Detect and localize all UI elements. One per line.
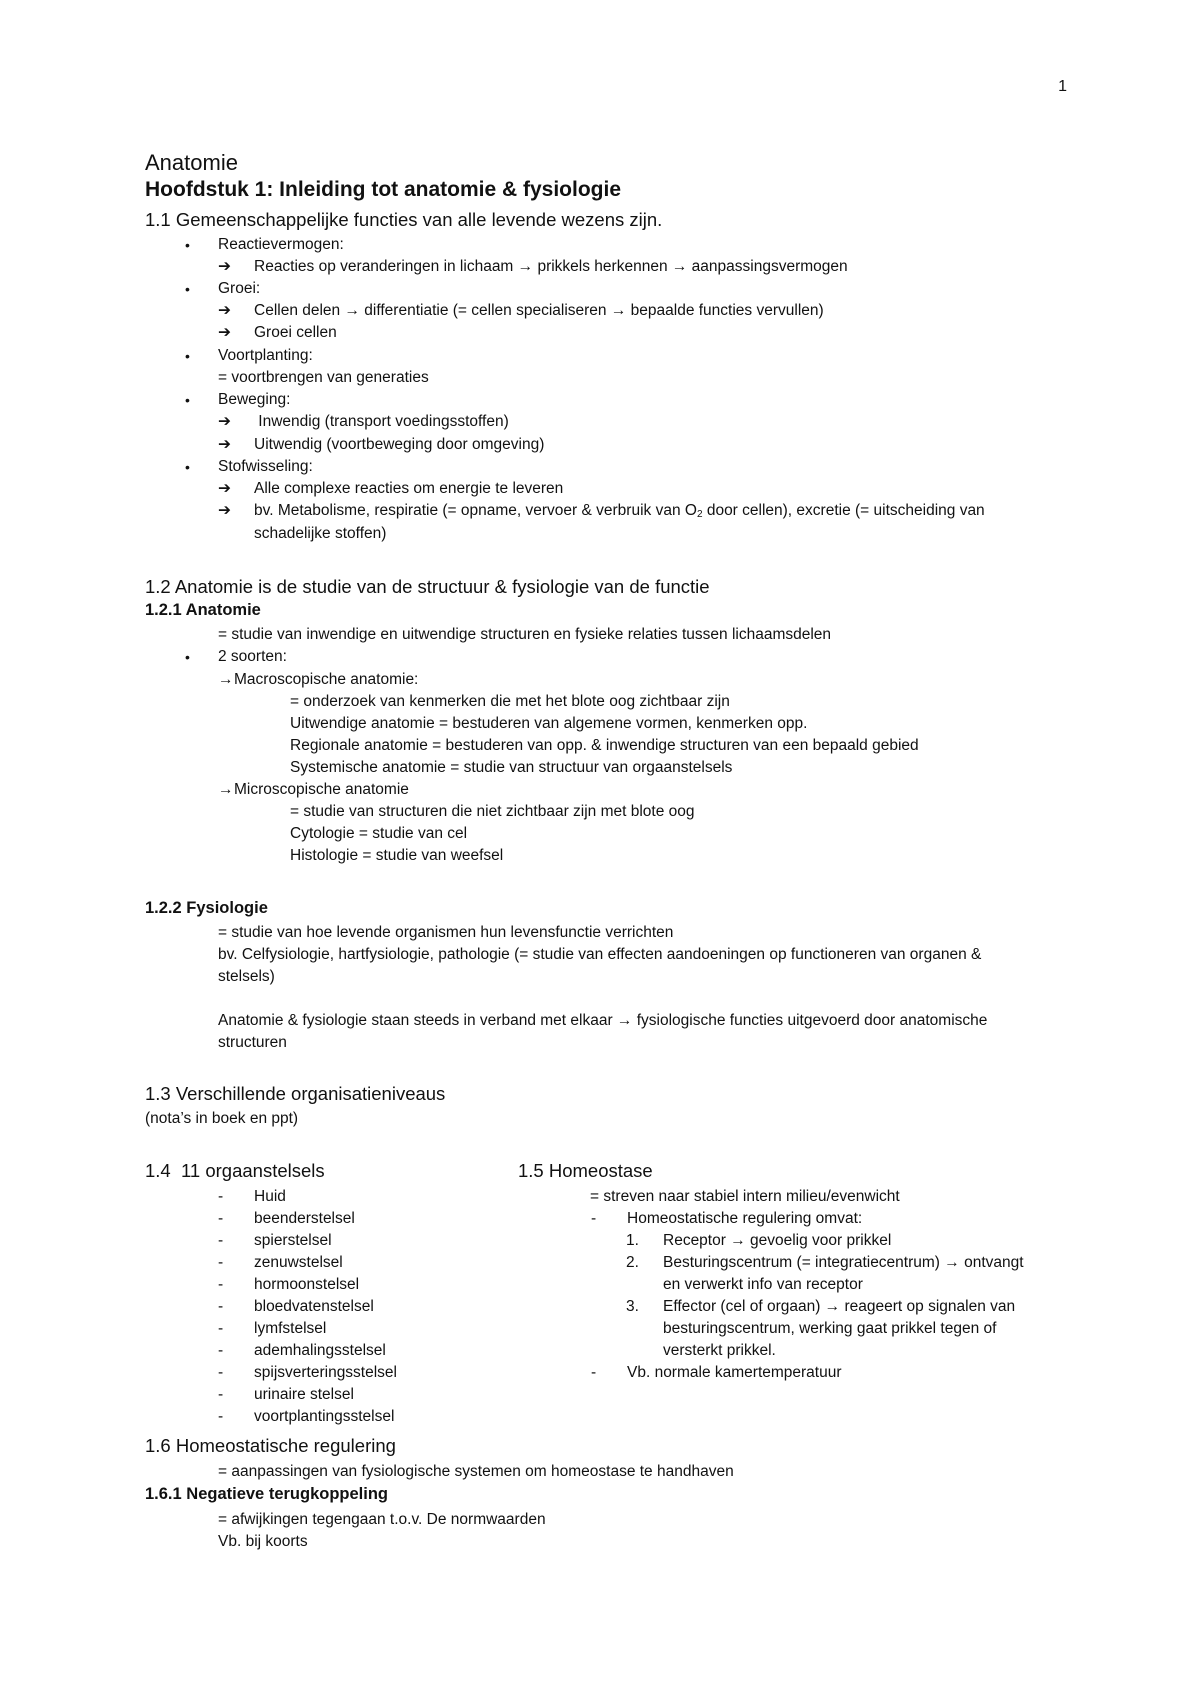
dash-icon: - xyxy=(218,1276,224,1293)
list-number: 1. xyxy=(626,1232,639,1249)
arrow-icon: ➔ xyxy=(218,258,231,275)
list-item-text: bv. Metabolisme, respiratie (= opname, vervoer & verbruik van O xyxy=(254,502,697,519)
list-item xyxy=(218,1252,397,1274)
arrow-icon: ➔ xyxy=(218,413,231,430)
paragraph-line: stelsels) xyxy=(218,968,275,985)
list-item xyxy=(626,1296,1016,1318)
arrow-icon: → xyxy=(218,671,234,688)
list-item xyxy=(218,1274,397,1296)
paragraph-line: bv. Celfysiologie, hartfysiologie, pathologie (= studie van effecten aandoeningen op functioneren van organen & xyxy=(218,946,982,963)
list-item xyxy=(591,1362,842,1384)
list-number: 2. xyxy=(626,1254,639,1271)
list-item-text: schadelijke stoffen) xyxy=(254,525,387,542)
dash-icon: - xyxy=(218,1320,224,1337)
list-item xyxy=(218,1384,397,1406)
list-item xyxy=(218,456,313,478)
list-item xyxy=(218,234,344,256)
list-item xyxy=(218,1406,397,1428)
dash-icon: - xyxy=(218,1364,224,1381)
list-item xyxy=(218,779,409,801)
section-1-6-heading: 1.6 Homeostatische regulering xyxy=(145,1435,396,1456)
list-item-text: bloedvatenstelsel xyxy=(254,1298,374,1315)
list-item xyxy=(218,1186,397,1208)
list-item-text: Homeostatische regulering omvat: xyxy=(627,1210,863,1227)
arrow-icon: ➔ xyxy=(218,302,231,319)
example-line: Vb. bij koorts xyxy=(218,1533,308,1550)
list-item-text: = voortbrengen van generaties xyxy=(218,369,429,386)
list-item-label: Beweging: xyxy=(218,391,291,408)
list-item xyxy=(218,669,418,691)
list-item xyxy=(218,256,848,278)
definition: = studie van hoe levende organismen hun levensfunctie verrichten xyxy=(218,924,674,941)
list-item-label: 2 soorten: xyxy=(218,648,287,665)
definition: = streven naar stabiel intern milieu/evenwicht xyxy=(590,1188,900,1205)
paragraph-line: structuren xyxy=(218,1034,287,1051)
dash-icon: - xyxy=(218,1342,224,1359)
list-item-text: beenderstelsel xyxy=(254,1210,355,1227)
list-item-text: besturingscentrum, werking gaat prikkel tegen of xyxy=(663,1320,997,1337)
list-item xyxy=(218,434,544,456)
section-1-2-1-heading: 1.2.1 Anatomie xyxy=(145,601,261,619)
list-item-text: urinaire stelsel xyxy=(254,1386,354,1403)
dash-icon: - xyxy=(218,1298,224,1315)
paragraph-line: Anatomie & fysiologie staan steeds in verband met elkaar → fysiologische functies uitgevoerd door anatomische xyxy=(218,1012,988,1029)
list-item-label: Reactievermogen: xyxy=(218,236,344,253)
list-item xyxy=(626,1252,1024,1274)
list-item-text: Uitwendig (voortbeweging door omgeving) xyxy=(254,436,545,453)
list-item xyxy=(218,300,824,322)
dash-icon: - xyxy=(218,1188,224,1205)
list-number: 3. xyxy=(626,1298,639,1315)
list-item-label: Stofwisseling: xyxy=(218,458,313,475)
list-item-text: Groei cellen xyxy=(254,324,337,341)
list-item xyxy=(591,1208,863,1230)
section-1-5-heading: 1.5 Homeostase xyxy=(518,1160,653,1181)
list-item-text: en verwerkt info van receptor xyxy=(663,1276,863,1293)
list-item-text: Histologie = studie van weefsel xyxy=(290,847,504,864)
section-1-4-heading: 1.4 11 orgaanstelsels xyxy=(145,1160,325,1181)
section-1-3-heading: 1.3 Verschillende organisatieniveaus xyxy=(145,1083,446,1104)
list-item xyxy=(626,1230,892,1252)
section-1-2-2-heading: 1.2.2 Fysiologie xyxy=(145,899,268,917)
list-item xyxy=(218,1362,397,1384)
subscript: 2 xyxy=(696,509,703,520)
list-item-text: Cytologie = studie van cel xyxy=(290,825,468,842)
list-item-text: Alle complexe reacties om energie te leveren xyxy=(254,480,564,497)
list-item xyxy=(218,478,563,500)
dash-icon: - xyxy=(591,1210,597,1227)
list-item-text: lymfstelsel xyxy=(254,1320,327,1337)
dash-icon: - xyxy=(218,1232,224,1249)
list-item-label: Voortplanting: xyxy=(218,347,313,364)
dash-icon: - xyxy=(218,1254,224,1271)
list-item-text: Cellen delen → differentiatie (= cellen specialiseren → bepaalde functies vervullen) xyxy=(254,302,824,319)
definition: = afwijkingen tegengaan t.o.v. De normwaarden xyxy=(218,1511,546,1528)
list-item-text: = studie van structuren die niet zichtbaar zijn met blote oog xyxy=(290,803,695,820)
list-item-text: door cellen), excretie (= uitscheiding van xyxy=(702,502,985,519)
document-title: Anatomie xyxy=(145,150,238,175)
list-item-text: spierstelsel xyxy=(254,1232,332,1249)
definition: = aanpassingen van fysiologische systemen om homeostase te handhaven xyxy=(218,1463,734,1480)
list-item xyxy=(218,1230,397,1252)
note: (nota’s in boek en ppt) xyxy=(145,1110,299,1127)
list-item-text: Vb. normale kamertemperatuur xyxy=(627,1364,842,1381)
list-item-text: = onderzoek van kenmerken die met het blote oog zichtbaar zijn xyxy=(290,693,730,710)
list-item xyxy=(218,389,290,411)
list-item-label: Groei: xyxy=(218,280,261,297)
definition: = studie van inwendige en uitwendige structuren en fysieke relaties tussen lichaamsdelen xyxy=(218,626,832,643)
list-item xyxy=(218,1340,397,1362)
page-number: 1 xyxy=(1058,78,1067,95)
dash-icon: - xyxy=(591,1364,597,1381)
dash-icon: - xyxy=(218,1386,224,1403)
list-item xyxy=(218,1296,397,1318)
arrow-icon: ➔ xyxy=(218,436,231,453)
list-item-text: zenuwstelsel xyxy=(254,1254,343,1271)
section-1-6-1-heading: 1.6.1 Negatieve terugkoppeling xyxy=(145,1485,388,1503)
list-item xyxy=(218,411,509,433)
list-item-text: Effector (cel of orgaan) → reageert op signalen van xyxy=(663,1298,1016,1315)
list-item xyxy=(218,278,260,300)
list-item-text: Macroscopische anatomie: xyxy=(234,671,419,688)
arrow-icon: → xyxy=(218,781,234,798)
list-item-text: Systemische anatomie = studie van structuur van orgaanstelsels xyxy=(290,759,733,776)
section-1-1-heading: 1.1 Gemeenschappelijke functies van alle levende wezens zijn. xyxy=(145,209,663,230)
list-item-text: Reacties op veranderingen in lichaam → prikkels herkennen → aanpassingsvermogen xyxy=(254,258,848,275)
list-item-text: voortplantingsstelsel xyxy=(254,1408,395,1425)
list-item-text: versterkt prikkel. xyxy=(663,1342,776,1359)
list-item xyxy=(218,1208,397,1230)
list-item-text: ademhalingsstelsel xyxy=(254,1342,386,1359)
dash-icon: - xyxy=(218,1210,224,1227)
arrow-icon: ➔ xyxy=(218,324,231,341)
list-item-text: hormoonstelsel xyxy=(254,1276,360,1293)
list-item-text: spijsverteringsstelsel xyxy=(254,1364,397,1381)
list-item-text: Besturingscentrum (= integratiecentrum) → ontvangt xyxy=(663,1254,1024,1271)
section-1-2-heading: 1.2 Anatomie is de studie van de structuur & fysiologie van de functie xyxy=(145,576,710,597)
arrow-icon: ➔ xyxy=(218,480,231,497)
list-item xyxy=(218,345,313,367)
chapter-title: Hoofdstuk 1: Inleiding tot anatomie & fysiologie xyxy=(145,178,622,201)
list-item-text: Uitwendige anatomie = bestuderen van algemene vormen, kenmerken opp. xyxy=(290,715,808,732)
list-item-text: Huid xyxy=(254,1188,286,1205)
list-item-text: Inwendig (transport voedingsstoffen) xyxy=(254,413,509,430)
list-item xyxy=(218,322,337,344)
list-item xyxy=(218,646,287,668)
list-item-text: Receptor → gevoelig voor prikkel xyxy=(663,1232,892,1249)
dash-icon: - xyxy=(218,1408,224,1425)
arrow-icon: ➔ xyxy=(218,502,231,519)
list-item xyxy=(218,1318,397,1340)
organ-system-list xyxy=(218,1186,397,1428)
list-item-text: Microscopische anatomie xyxy=(234,781,409,798)
list-item-text: Regionale anatomie = bestuderen van opp. & inwendige structuren van een bepaald gebied xyxy=(290,737,919,754)
